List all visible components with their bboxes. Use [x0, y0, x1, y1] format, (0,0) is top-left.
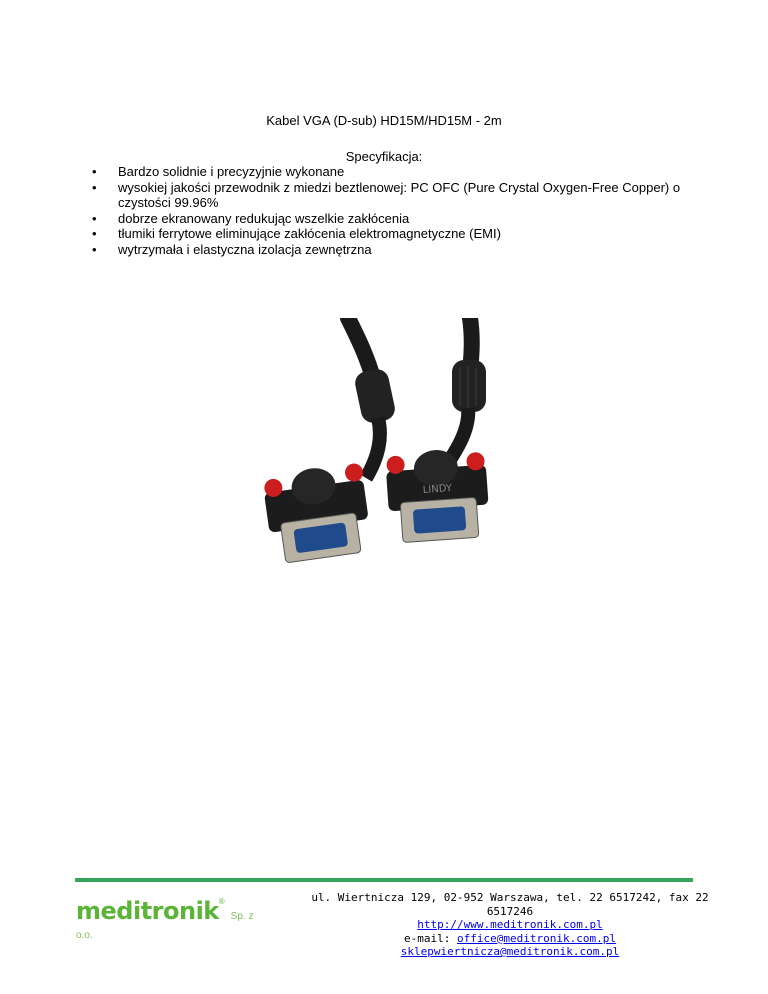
spec-item	[92, 211, 692, 227]
logo-registered-mark: ®	[218, 897, 225, 906]
spec-text: wytrzymała i elastyczna izolacja zewnętrzna	[118, 241, 372, 257]
footer-address: ul. Wiertnicza 129, 02-952 Warszawa, tel. 22 6517242, fax 22 6517246	[311, 891, 709, 918]
vga-cable-product-image	[258, 318, 508, 570]
bullet-icon: •	[92, 226, 97, 241]
right-connector	[385, 447, 491, 544]
bullet-icon: •	[92, 164, 97, 179]
shop-email-link[interactable]: sklepwiertnicza@meditronik.com.pl	[400, 945, 620, 958]
spec-text: Bardzo solidnie i precyzyjnie wykonane	[118, 164, 345, 179]
footer-divider	[75, 878, 693, 882]
meditronik-logo	[76, 897, 256, 941]
email-label: e-mail:	[404, 931, 451, 945]
logo-wordmark: meditronik	[76, 897, 219, 925]
footer-contact	[310, 891, 710, 959]
spec-item	[92, 226, 692, 242]
document-title: Kabel VGA (D-sub) HD15M/HD15M - 2m	[266, 113, 502, 128]
website-link[interactable]: http://www.meditronik.com.pl	[417, 918, 603, 931]
spec-item	[92, 164, 692, 180]
bullet-icon: •	[92, 179, 97, 195]
bullet-icon: •	[92, 210, 97, 226]
spec-item	[92, 242, 692, 258]
bullet-icon: •	[92, 241, 97, 257]
specs-list	[92, 164, 692, 257]
left-connector	[262, 461, 375, 564]
spec-item	[92, 180, 692, 211]
specs-heading: Specyfikacja:	[345, 149, 423, 164]
logo-suffix: Sp. z o.o.	[76, 911, 254, 941]
spec-text: wysokiej jakości przewodnik z miedzi beztlenowej: PC OFC (Pure Crystal Oxygen-Free Copper) o czystości 99.96%	[118, 179, 681, 210]
spec-text: tłumiki ferrytowe eliminujące zakłócenia elektromagnetyczne (EMI)	[118, 226, 501, 241]
spec-text: dobrze ekranowany redukując wszelkie zakłócenia	[118, 210, 410, 226]
connector-brand-text: LINDY	[422, 483, 453, 497]
office-email-link[interactable]: office@meditronik.com.pl	[457, 931, 616, 945]
